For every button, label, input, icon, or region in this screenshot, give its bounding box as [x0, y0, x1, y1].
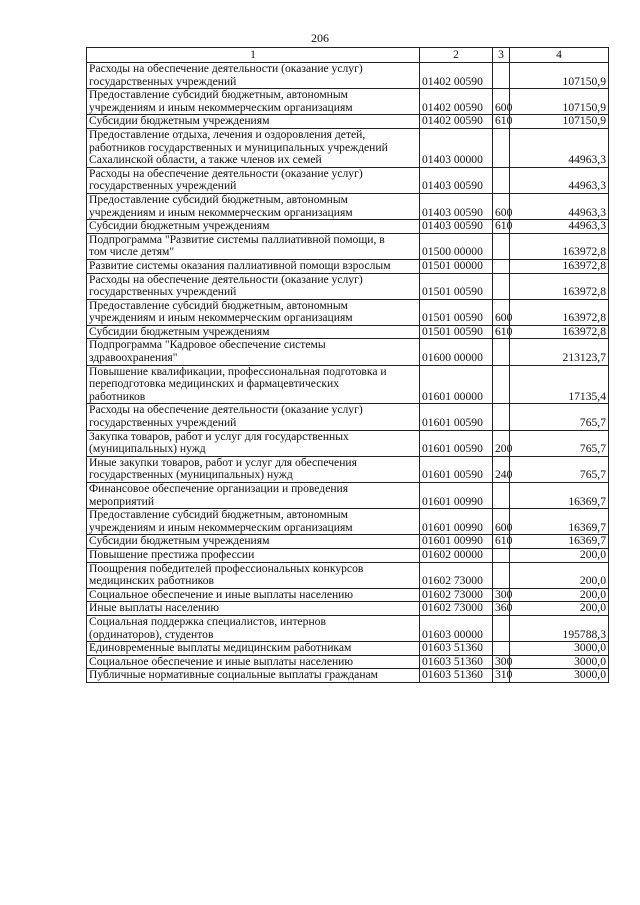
- row-code: 01601 00000: [420, 365, 493, 404]
- row-code: 01403 00000: [420, 128, 493, 167]
- row-code: 01403 00590: [420, 220, 493, 234]
- row-code: 01402 00590: [420, 89, 493, 115]
- row-expense-type: [493, 548, 510, 562]
- row-name: Иные закупки товаров, работ и услуг для обеспечения государственных (муниципальных) нужд: [87, 456, 420, 482]
- row-expense-type: [493, 562, 510, 588]
- row-name: Предоставление субсидий бюджетным, автономным учреждениям и иным некоммерческим организациям: [87, 193, 420, 219]
- row-amount: 163972,8: [510, 325, 609, 339]
- row-amount: 44963,3: [510, 193, 609, 219]
- row-code: 01602 00000: [420, 548, 493, 562]
- row-code: 01602 73000: [420, 588, 493, 602]
- row-expense-type: [493, 167, 510, 193]
- row-amount: 3000,0: [510, 642, 609, 656]
- table-row: [87, 339, 609, 365]
- row-name: Субсидии бюджетным учреждениям: [87, 220, 420, 234]
- row-code: 01403 00590: [420, 193, 493, 219]
- row-expense-type: [493, 483, 510, 509]
- row-expense-type: 600: [493, 89, 510, 115]
- row-amount: 17135,4: [510, 365, 609, 404]
- row-name: Предоставление субсидий бюджетным, автономным учреждениям и иным некоммерческим организациям: [87, 299, 420, 325]
- row-expense-type: 300: [493, 655, 510, 669]
- row-amount: 44963,3: [510, 167, 609, 193]
- row-expense-type: 600: [493, 193, 510, 219]
- table-row: [87, 220, 609, 234]
- table-row: [87, 615, 609, 641]
- row-code: 01402 00590: [420, 115, 493, 129]
- row-name: Повышение квалификации, профессиональная подготовка и переподготовка медицинских и фармацевтических работников: [87, 365, 420, 404]
- table-row: [87, 483, 609, 509]
- row-expense-type: 610: [493, 325, 510, 339]
- row-code: 01602 73000: [420, 562, 493, 588]
- table-row: [87, 456, 609, 482]
- row-expense-type: [493, 63, 510, 89]
- row-name: Публичные нормативные социальные выплаты гражданам: [87, 669, 420, 683]
- row-code: 01603 51360: [420, 669, 493, 683]
- row-name: Развитие системы оказания паллиативной помощи взрослым: [87, 259, 420, 273]
- table-row: [87, 642, 609, 656]
- row-name: Расходы на обеспечение деятельности (оказание услуг) государственных учреждений: [87, 167, 420, 193]
- row-name: Расходы на обеспечение деятельности (оказание услуг) государственных учреждений: [87, 63, 420, 89]
- row-expense-type: [493, 365, 510, 404]
- row-expense-type: [493, 259, 510, 273]
- row-expense-type: 600: [493, 299, 510, 325]
- row-code: 01600 00000: [420, 339, 493, 365]
- row-code: 01601 00590: [420, 430, 493, 456]
- table-row: [87, 89, 609, 115]
- row-code: 01601 00990: [420, 483, 493, 509]
- row-amount: 107150,9: [510, 115, 609, 129]
- row-name: Расходы на обеспечение деятельности (оказание услуг) государственных учреждений: [87, 273, 420, 299]
- row-amount: 200,0: [510, 562, 609, 588]
- row-expense-type: 600: [493, 509, 510, 535]
- row-name: Финансовое обеспечение организации и проведения мероприятий: [87, 483, 420, 509]
- row-expense-type: 610: [493, 535, 510, 549]
- table-row: [87, 128, 609, 167]
- row-name: Подпрограмма "Кадровое обеспечение системы здравоохранения": [87, 339, 420, 365]
- row-expense-type: 360: [493, 602, 510, 616]
- row-amount: 200,0: [510, 588, 609, 602]
- row-amount: 16369,7: [510, 509, 609, 535]
- row-amount: 3000,0: [510, 655, 609, 669]
- table-row: [87, 562, 609, 588]
- row-code: 01501 00590: [420, 325, 493, 339]
- row-amount: 765,7: [510, 456, 609, 482]
- row-amount: 44963,3: [510, 220, 609, 234]
- row-code: 01501 00590: [420, 299, 493, 325]
- table-row: [87, 509, 609, 535]
- row-amount: 16369,7: [510, 483, 609, 509]
- header-col-1: 1: [87, 48, 420, 63]
- row-name: Субсидии бюджетным учреждениям: [87, 535, 420, 549]
- budget-table: [86, 47, 609, 683]
- header-col-2: 2: [420, 48, 493, 63]
- table-row: [87, 365, 609, 404]
- table-row: [87, 430, 609, 456]
- row-name: Иные выплаты населению: [87, 602, 420, 616]
- row-amount: 765,7: [510, 430, 609, 456]
- row-amount: 3000,0: [510, 669, 609, 683]
- row-name: Предоставление отдыха, лечения и оздоровления детей, работников государственных и муниципальных учреждений Сахалинской области, а также членов их семей: [87, 128, 420, 167]
- row-name: Повышение престижа профессии: [87, 548, 420, 562]
- table-row: [87, 669, 609, 683]
- table-row: [87, 273, 609, 299]
- row-expense-type: [493, 273, 510, 299]
- table-row: [87, 325, 609, 339]
- row-expense-type: 240: [493, 456, 510, 482]
- table-row: [87, 655, 609, 669]
- row-code: 01601 00590: [420, 456, 493, 482]
- row-code: 01403 00590: [420, 167, 493, 193]
- row-amount: 213123,7: [510, 339, 609, 365]
- row-amount: 163972,8: [510, 233, 609, 259]
- row-name: Социальная поддержка специалистов, интернов (ординаторов), студентов: [87, 615, 420, 641]
- table-header-row: [87, 48, 609, 63]
- row-name: Поощрения победителей профессиональных конкурсов медицинских работников: [87, 562, 420, 588]
- row-expense-type: [493, 128, 510, 167]
- table-row: [87, 115, 609, 129]
- row-amount: 200,0: [510, 548, 609, 562]
- table-row: [87, 602, 609, 616]
- row-name: Субсидии бюджетным учреждениям: [87, 325, 420, 339]
- row-code: 01603 51360: [420, 642, 493, 656]
- row-name: Единовременные выплаты медицинским работникам: [87, 642, 420, 656]
- table-row: [87, 548, 609, 562]
- row-code: 01402 00590: [420, 63, 493, 89]
- row-code: 01603 00000: [420, 615, 493, 641]
- table-row: [87, 193, 609, 219]
- row-amount: 200,0: [510, 602, 609, 616]
- table-row: [87, 63, 609, 89]
- table-row: [87, 233, 609, 259]
- row-amount: 107150,9: [510, 63, 609, 89]
- row-expense-type: 310: [493, 669, 510, 683]
- row-name: Подпрограмма "Развитие системы паллиативной помощи, в том числе детям": [87, 233, 420, 259]
- row-expense-type: 610: [493, 115, 510, 129]
- header-col-4: 4: [510, 48, 609, 63]
- row-name: Расходы на обеспечение деятельности (оказание услуг) государственных учреждений: [87, 404, 420, 430]
- table-row: [87, 588, 609, 602]
- header-col-3: 3: [493, 48, 510, 63]
- row-name: Субсидии бюджетным учреждениям: [87, 115, 420, 129]
- row-name: Предоставление субсидий бюджетным, автономным учреждениям и иным некоммерческим организациям: [87, 509, 420, 535]
- row-code: 01501 00590: [420, 273, 493, 299]
- row-expense-type: [493, 642, 510, 656]
- row-name: Социальное обеспечение и иные выплаты населению: [87, 655, 420, 669]
- row-code: 01601 00990: [420, 535, 493, 549]
- row-expense-type: [493, 615, 510, 641]
- row-amount: 16369,7: [510, 535, 609, 549]
- row-code: 01601 00990: [420, 509, 493, 535]
- row-code: 01603 51360: [420, 655, 493, 669]
- row-expense-type: 300: [493, 588, 510, 602]
- row-amount: 107150,9: [510, 89, 609, 115]
- row-amount: 163972,8: [510, 259, 609, 273]
- page-number: 206: [311, 31, 329, 45]
- row-code: 01500 00000: [420, 233, 493, 259]
- row-expense-type: [493, 233, 510, 259]
- table-row: [87, 167, 609, 193]
- row-name: Закупка товаров, работ и услуг для государственных (муниципальных) нужд: [87, 430, 420, 456]
- table-row: [87, 404, 609, 430]
- row-name: Социальное обеспечение и иные выплаты населению: [87, 588, 420, 602]
- row-code: 01602 73000: [420, 602, 493, 616]
- row-code: 01501 00000: [420, 259, 493, 273]
- row-amount: 163972,8: [510, 273, 609, 299]
- row-amount: 765,7: [510, 404, 609, 430]
- table-row: [87, 299, 609, 325]
- row-amount: 195788,3: [510, 615, 609, 641]
- row-code: 01601 00590: [420, 404, 493, 430]
- row-expense-type: [493, 339, 510, 365]
- row-amount: 44963,3: [510, 128, 609, 167]
- row-expense-type: 200: [493, 430, 510, 456]
- row-amount: 163972,8: [510, 299, 609, 325]
- row-expense-type: [493, 404, 510, 430]
- row-name: Предоставление субсидий бюджетным, автономным учреждениям и иным некоммерческим организациям: [87, 89, 420, 115]
- table-row: [87, 535, 609, 549]
- table-row: [87, 259, 609, 273]
- row-expense-type: 610: [493, 220, 510, 234]
- budget-table-body: [87, 48, 609, 683]
